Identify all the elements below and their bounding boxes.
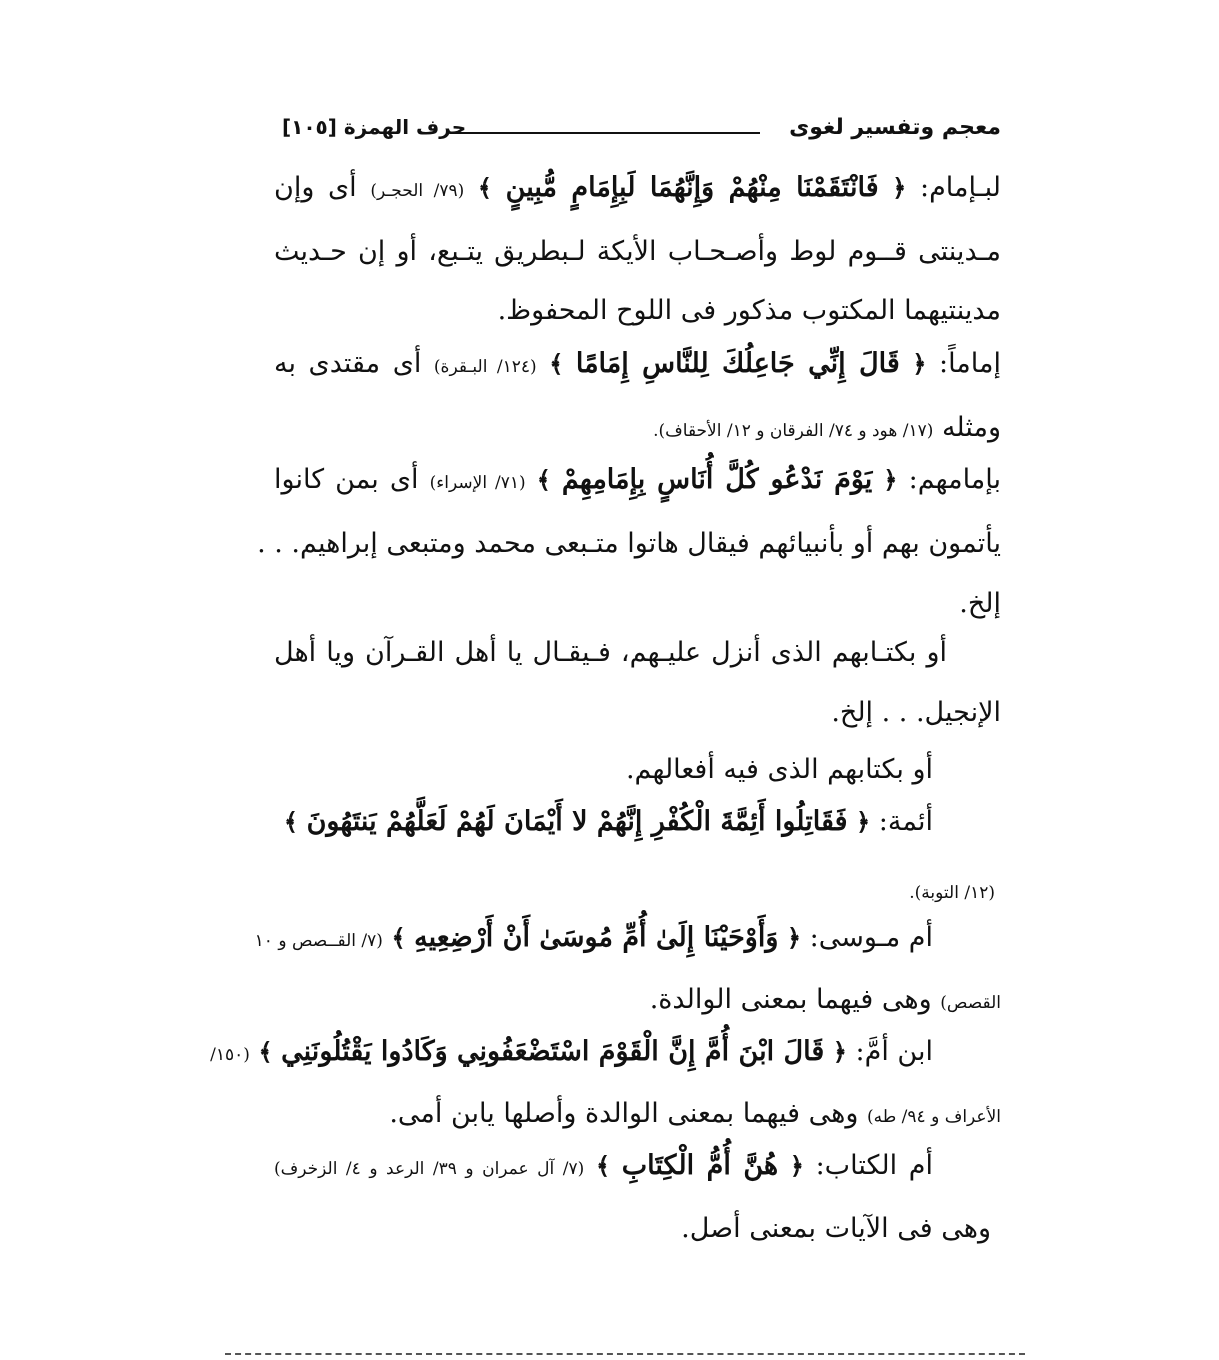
entry-label: أم الكتاب: bbox=[815, 1150, 934, 1181]
quran-verse: هُنَّ أُمُّ الْكِتَابِ bbox=[621, 1150, 779, 1181]
quran-close-bracket: ﴾ bbox=[477, 173, 492, 202]
quran-open-bracket: ﴿ bbox=[856, 807, 871, 836]
quran-close-bracket: ﴾ bbox=[258, 1037, 273, 1066]
body-text: أو بكتابهم الذى فيه أفعالهم. bbox=[625, 754, 933, 785]
text-line bbox=[274, 172, 1001, 203]
header-rule bbox=[450, 132, 760, 134]
quran-open-bracket: ﴿ bbox=[789, 1151, 804, 1180]
quran-verse: قَالَ إِنِّي جَاعِلُكَ لِلنَّاسِ إِمَامًا bbox=[575, 348, 900, 379]
entry-label: أئمة: bbox=[878, 806, 933, 837]
entry-label: ابن أمَّ: bbox=[855, 1036, 933, 1067]
text-line bbox=[959, 588, 1001, 619]
quran-close-bracket: ﴾ bbox=[536, 465, 551, 494]
cross-reference: (١٧/ هود و ٧٤/ الفرقان و ١٢/ الأحقاف). bbox=[653, 421, 934, 441]
quran-open-bracket: ﴿ bbox=[883, 465, 898, 494]
cross-reference: (١٢/ التوبة). bbox=[909, 883, 995, 903]
verse-reference: (١٥٠/ bbox=[210, 1045, 250, 1065]
entry-label: أم مـوسى: bbox=[809, 922, 933, 953]
body-text: أى بمن كانوا bbox=[274, 464, 419, 495]
text-line bbox=[498, 295, 1001, 326]
text-line bbox=[389, 1098, 1001, 1129]
body-text: مـدينتى قــوم لوط وأصـحـاب الأيكة لـبطريق يتـبع، أو إن حـديث bbox=[274, 236, 1001, 267]
quran-verse: يَوْمَ نَدْعُو كُلَّ أُنَاسٍ بِإِمَامِهِمْ bbox=[561, 464, 873, 495]
quran-open-bracket: ﴿ bbox=[786, 923, 802, 952]
body-text: وهى فيهما بمعنى الوالدة. bbox=[649, 984, 932, 1015]
quran-close-bracket: ﴾ bbox=[283, 807, 298, 836]
quran-verse: فَقَاتِلُوا أَئِمَّةَ الْكُفْرِ إِنَّهُمْ لا أَيْمَانَ لَهُمْ لَعَلَّهُمْ يَنتَهُونَ bbox=[306, 806, 848, 837]
quran-verse: وَأَوْحَيْنَا إِلَىٰ أُمِّ مُوسَىٰ أَنْ أَرْضِعِيهِ bbox=[414, 922, 779, 953]
body-text: وهى فيهما بمعنى الوالدة وأصلها يابن أمى. bbox=[389, 1098, 859, 1129]
entry-label: إماماً: bbox=[938, 348, 1001, 379]
quran-open-bracket: ﴿ bbox=[892, 173, 907, 202]
text-line bbox=[274, 1150, 933, 1181]
text-line bbox=[274, 464, 1001, 495]
text-line bbox=[254, 922, 933, 953]
body-text: يأتمون بهم أو بأنبيائهم فيقال هاتوا متـبعى محمد ومتبعى إبراهيم. . . bbox=[257, 528, 1001, 559]
body-text: وهى فى الآيات بمعنى أصل. bbox=[681, 1213, 991, 1244]
verse-reference: القصص) bbox=[940, 993, 1001, 1013]
quran-close-bracket: ﴾ bbox=[391, 923, 406, 952]
verse-reference: (٧/ آل عمران و ٣٩/ الرعد و ٤/ الزخرف) bbox=[274, 1159, 585, 1179]
verse-reference: (١٢٤/ البـقرة) bbox=[433, 357, 537, 377]
text-line bbox=[284, 806, 933, 837]
body-text: أى مقتدى به bbox=[274, 348, 422, 379]
body-text: مدينتيهما المكتوب مذكور فى اللوح المحفوظ. bbox=[497, 295, 1001, 326]
text-line bbox=[257, 528, 1001, 559]
body-text: أى وإن bbox=[274, 172, 357, 203]
page-edge-divider bbox=[225, 1353, 1025, 1355]
text-line bbox=[653, 412, 1001, 443]
body-text: الإنجيل. . . إلخ. bbox=[831, 697, 1001, 728]
running-header-section: حرف الهمزة [١٠٥] bbox=[282, 115, 467, 139]
quran-close-bracket: ﴾ bbox=[595, 1151, 610, 1180]
text-line bbox=[626, 754, 933, 785]
verse-reference: (٧٩/ الحجـر) bbox=[370, 181, 465, 201]
running-header-book-title: معجم وتفسير لغوى bbox=[789, 115, 1001, 140]
text-line bbox=[274, 236, 1001, 267]
quran-verse: قَالَ ابْنَ أُمَّ إِنَّ الْقَوْمَ اسْتَضْعَفُونِي وَكَادُوا يَقْتُلُونَنِي bbox=[281, 1036, 825, 1067]
body-text: أو بكتـابهم الذى أنزل عليـهم، فـيقـال يا أهل القـرآن ويا أهل bbox=[274, 637, 947, 668]
text-line bbox=[274, 637, 947, 668]
entry-label: لبـإمام: bbox=[919, 172, 1001, 203]
verse-reference: (٧/ القــصص و ١٠ bbox=[254, 931, 383, 951]
text-line bbox=[831, 697, 1001, 728]
text-line bbox=[210, 1036, 933, 1067]
text-line bbox=[650, 984, 1001, 1015]
entry-label: بإمامهم: bbox=[908, 464, 1001, 495]
body-text: إلخ. bbox=[959, 588, 1001, 619]
text-line bbox=[274, 348, 1001, 379]
verse-reference: الأعراف و ٩٤/ طه) bbox=[867, 1107, 1001, 1127]
verse-reference: (٧١/ الإسراء) bbox=[429, 473, 526, 493]
text-line bbox=[681, 1213, 991, 1244]
quran-verse: فَانْتَقَمْنَا مِنْهُمْ وَإِنَّهُمَا لَبِإِمَامٍ مُّبِينٍ bbox=[505, 172, 879, 203]
body-text: ومثله bbox=[941, 412, 1001, 443]
text-line bbox=[909, 874, 995, 905]
quran-close-bracket: ﴾ bbox=[549, 349, 564, 378]
quran-open-bracket: ﴿ bbox=[912, 349, 927, 378]
quran-open-bracket: ﴿ bbox=[832, 1037, 847, 1066]
